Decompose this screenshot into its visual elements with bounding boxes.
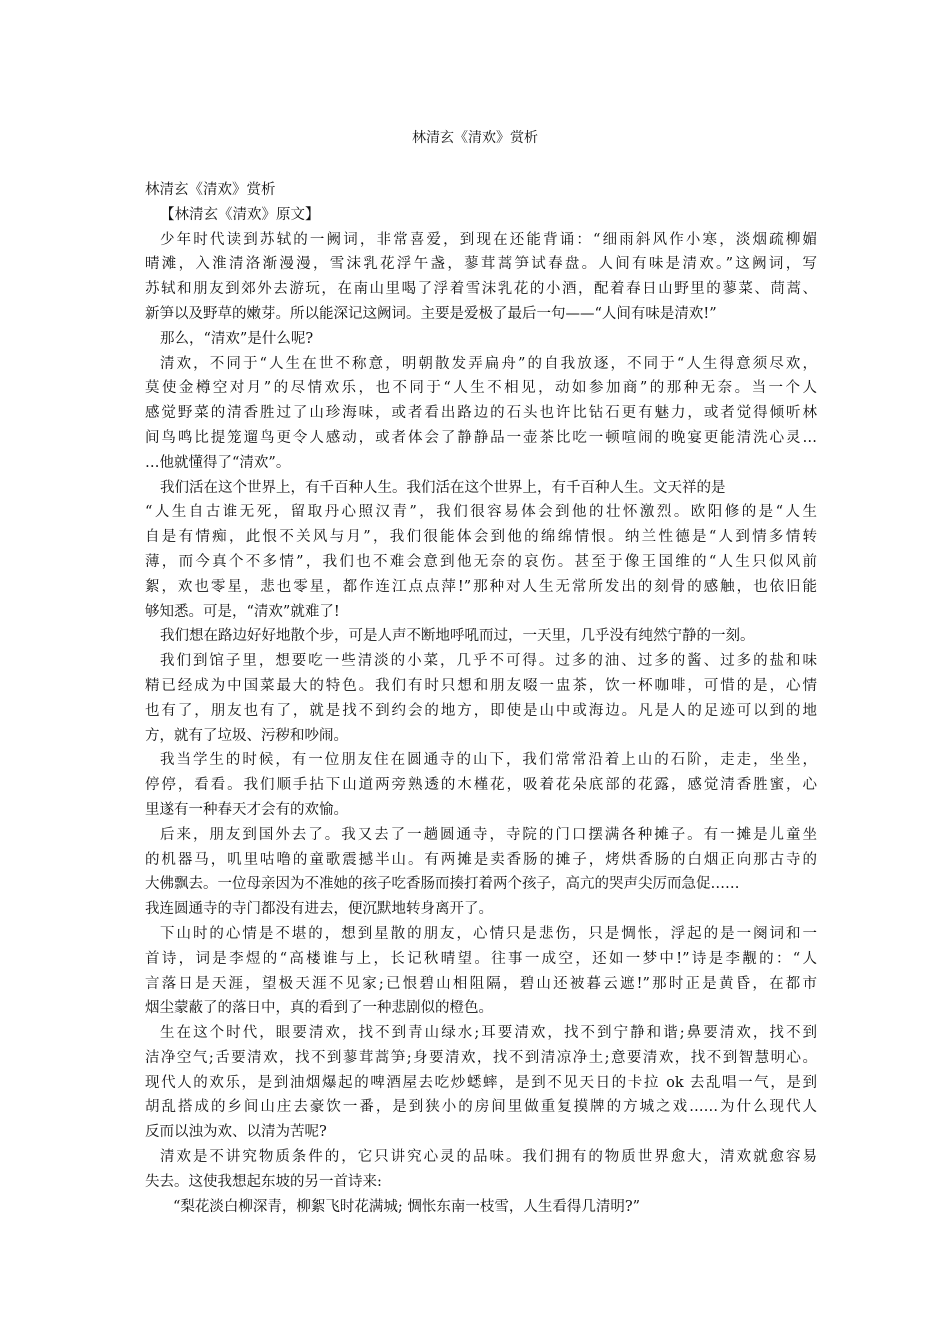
text-line: 新笋以及野草的嫩芽。所以能深记这阙词。主要是爱极了最后一句——“人间有味是清欢!” (145, 305, 717, 322)
text-line: 反而以浊为欢、以清为苦呢? (145, 1124, 327, 1141)
text-line: 苏轼和朋友到郊外去游玩，在南山里喝了浮着雪沫乳花的小酒，配着春日山野里的蓼菜、茼蒿、 (145, 281, 817, 298)
text-line: …他就懂得了“清欢”。 (145, 454, 291, 471)
text-line: 清欢，不同于“人生在世不称意，明朝散发弄扁舟”的自我放逐，不同于“人生得意须尽欢， (160, 355, 817, 372)
text-line: 言落日是天涯，望极天涯不见家;已恨碧山相阻隔，碧山还被暮云遮!”那时正是黄昏，在都市 (145, 975, 817, 992)
text-line: 方，就有了垃圾、污秽和吵闹。 (145, 727, 348, 744)
text-line: 够知悉。可是，“清欢”就难了! (145, 603, 340, 620)
text-line: 莫使金樽空对月”的尽情欢乐，也不同于“人生不相见，动如参加商”的那种无奈。当一个人 (145, 380, 817, 397)
text-line: “梨花淡白柳深青，柳絮飞时花满城; 惆怅东南一枝雪，人生看得几清明?” (173, 1198, 641, 1215)
text-line: 胡乱搭成的乡间山庄去豪饮一番，是到狭小的房间里做重复摸牌的方城之戏……为什么现代人 (145, 1099, 817, 1116)
text-line: 【林清玄《清欢》原文】 (160, 206, 320, 223)
text-line: 的机器马，叽里咕噜的童歌震撼半山。有两摊是卖香肠的摊子，烤烘香肠的白烟正向那古寺的 (145, 851, 817, 868)
text-line: 我当学生的时候，有一位朋友住在圆通寺的山下，我们常常沿着上山的石阶，走走，坐坐， (160, 752, 817, 769)
text-line: 晴滩，入淮清洛渐漫漫，雪沫乳花浮午盏，蓼茸蒿笋试春盘。人间有味是清欢。”这阙词，写 (145, 256, 817, 273)
document-title: 林清玄《清欢》赏析 (412, 130, 538, 146)
text-line: 我们活在这个世界上，有千百种人生。我们活在这个世界上，有千百种人生。文天祥的是 (160, 479, 726, 496)
text-line: 也有了，朋友也有了，就是找不到约会的地方，即使是山中或海边。凡是人的足迹可以到的地 (145, 702, 817, 719)
text-line: 烟尘蒙蔽了的落日中，真的看到了一种悲剧似的橙色。 (145, 1000, 493, 1017)
text-line: 薄，而今真个不多情”，我们也不难会意到他无奈的哀伤。甚至于像王国维的“人生只似风前 (145, 553, 817, 570)
text-line: 生在这个时代，眼要清欢，找不到青山绿水;耳要清欢，找不到宁静和谐;鼻要清欢，找不到 (160, 1025, 817, 1042)
text-line: 下山时的心情是不堪的，想到星散的朋友，心情只是悲伤，只是惆怅，浮起的是一阕词和一 (160, 925, 817, 942)
text-line: 我们想在路边好好地散个步，可是人声不断地呼吼而过，一天里，几乎没有纯然宁静的一刻。 (160, 628, 755, 645)
text-line: 间鸟鸣比提笼遛鸟更令人感动，或者体会了静静品一壶茶比吃一顿喧闹的晚宴更能清洗心灵… (145, 429, 817, 446)
text-line: 我连圆通寺的寺门都没有进去，便沉默地转身离开了。 (145, 901, 493, 918)
text-line: 失去。这使我想起东坡的另一首诗来: (145, 1173, 382, 1190)
text-line: 感觉野菜的清香胜过了山珍海味，或者看出路边的石头也许比钻石更有魅力，或者觉得倾听林 (145, 405, 817, 422)
text-line: 林清玄《清欢》赏析 (145, 182, 276, 198)
text-line: “人生自古谁无死，留取丹心照汉青”，我们很容易体会到他的壮怀激烈。欧阳修的是“人生 (145, 504, 817, 521)
text-line: 大佛飘去。一位母亲因为不准她的孩子吃香肠而揍打着两个孩子，高亢的哭声尖厉而急促…… (145, 876, 740, 893)
text-line: 后来，朋友到国外去了。我又去了一趟圆通寺，寺院的门口摆满各种摊子。有一摊是儿童坐 (160, 826, 817, 843)
text-line: 首诗，词是李煜的“高楼谁与上，长记秋晴望。往事一成空，还如一梦中!”诗是李觏的：“人 (145, 950, 817, 967)
text-line: 精已经成为中国菜最大的特色。我们有时只想和朋友啜一盅茶，饮一杯咖啡，可惜的是，心情 (145, 677, 817, 694)
text-line: 清欢是不讲究物质条件的，它只讲究心灵的品味。我们拥有的物质世界愈大，清欢就愈容易 (160, 1149, 817, 1166)
text-line: 洁净空气;舌要清欢，找不到蓼茸蒿笋;身要清欢，找不到清凉净土;意要清欢，找不到智慧明心。 (145, 1049, 817, 1066)
text-line: 里遂有一种春天才会有的欢愉。 (145, 801, 348, 818)
text-line: 少年时代读到苏轼的一阙词，非常喜爱，到现在还能背诵：“细雨斜风作小寒，淡烟疏柳媚 (160, 231, 817, 248)
document-body (145, 178, 817, 1219)
text-line: 停停，看看。我们顺手拈下山道两旁熟透的木槿花，吸着花朵底部的花露，感觉清香胜蜜，心 (145, 777, 817, 794)
text-line: 自是有情痴，此恨不关风与月”，我们很能体会到他的绵绵情恨。纳兰性德是“人到情多情转 (145, 529, 817, 546)
text-line: 我们到馆子里，想要吃一些清淡的小菜，几乎不可得。过多的油、过多的酱、过多的盐和味 (160, 653, 817, 670)
text-line: 现代人的欢乐，是到油烟爆起的啤酒屋去吃炒蟋蟀，是到不见天日的卡拉 ok 去乱唱一气，是到 (145, 1074, 817, 1091)
text-line: 絮，欢也零星，悲也零星，都作连江点点萍!”那种对人生无常所发出的刻骨的感触，也依旧能 (145, 578, 817, 595)
text-line: 那么，“清欢”是什么呢? (160, 330, 314, 347)
